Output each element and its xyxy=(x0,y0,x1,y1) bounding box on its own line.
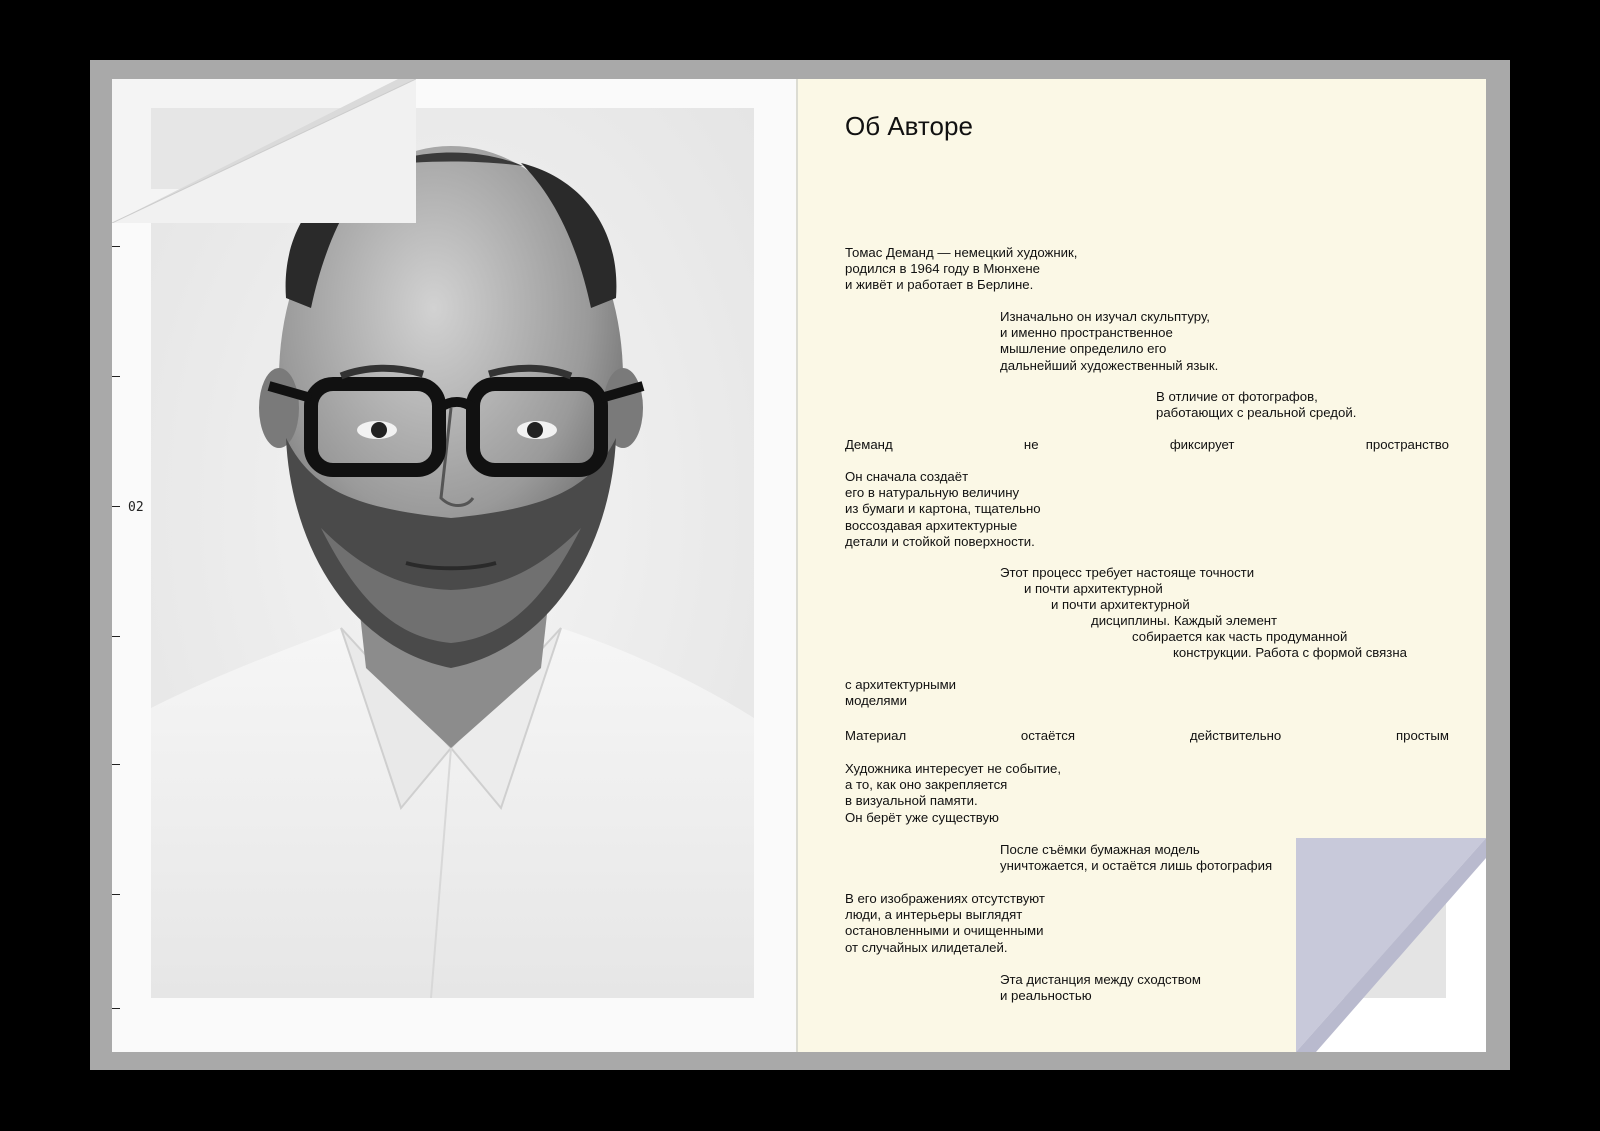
justified-word: фиксирует xyxy=(1169,437,1235,452)
page-number: 02 xyxy=(128,500,144,515)
paragraph-intro: Томас Деманд — немецкий художник, родился в 1964 году в Мюнхене и живёт и работает в Берлине. xyxy=(845,245,1078,293)
page-gutter xyxy=(796,79,798,1052)
corner-fold-top-left xyxy=(112,79,416,223)
staircase-line: конструкции. Работа с формой связна xyxy=(1173,645,1407,660)
corner-fold-bottom-right xyxy=(1296,838,1486,1052)
margin-tick xyxy=(112,506,120,507)
margin-tick xyxy=(112,376,120,377)
paragraph-creation: Он сначала создаёт его в натуральную величину из бумаги и картона, тщательно воссоздавая архитектурные детали и стойкой поверхности. xyxy=(845,469,1041,549)
paragraph-sculpture: Изначально он изучал скульптуру, и именно пространственное мышление определило его дальнейший художественный язык. xyxy=(1000,309,1219,373)
justified-word: пространство xyxy=(1365,437,1449,452)
margin-tick xyxy=(112,894,120,895)
margin-tick xyxy=(112,764,120,765)
margin-tick xyxy=(112,246,120,247)
paragraph-models: с архитектурными моделями xyxy=(845,677,957,709)
paragraph-interiors: В его изображениях отсутствуют люди, а интерьеры выглядят остановленными и очищенными от случайных илидеталей. xyxy=(845,891,1045,955)
justified-line-demand xyxy=(845,437,1449,452)
staircase-line: и почти архитектурной xyxy=(1024,581,1163,596)
paragraph-distance: Эта дистанция между сходством и реальностью xyxy=(1000,972,1201,1004)
justified-word: простым xyxy=(1395,728,1449,743)
margin-tick xyxy=(112,636,120,637)
portrait-illustration xyxy=(151,108,754,998)
paragraph-memory: Художника интересует не событие, а то, как оно закрепляется в визуальной памяти. Он берёт уже существую xyxy=(845,761,1062,825)
paragraph-destroyed: После съёмки бумажная модель уничтожается, и остаётся лишь фотография xyxy=(1000,842,1273,874)
justified-word: Деманд xyxy=(845,437,893,452)
staircase-line: Этот процесс требует настояще точности xyxy=(1000,565,1255,580)
staircase-line: и почти архитектурной xyxy=(1051,597,1190,612)
staircase-line: собирается как часть продуманной xyxy=(1132,629,1348,644)
justified-word: действительно xyxy=(1189,728,1282,743)
article-title: Об Авторе xyxy=(845,111,973,141)
author-portrait-photo xyxy=(151,108,754,998)
paragraph-photographers: В отличие от фотографов, работающих с реальной средой. xyxy=(1156,389,1357,421)
staircase-line: дисциплины. Каждый элемент xyxy=(1091,613,1278,628)
justified-line-material xyxy=(845,728,1449,743)
justified-word: Материал xyxy=(845,728,907,743)
justified-word: не xyxy=(1023,437,1039,452)
justified-word: остаётся xyxy=(1020,728,1076,743)
margin-tick xyxy=(112,1008,120,1009)
